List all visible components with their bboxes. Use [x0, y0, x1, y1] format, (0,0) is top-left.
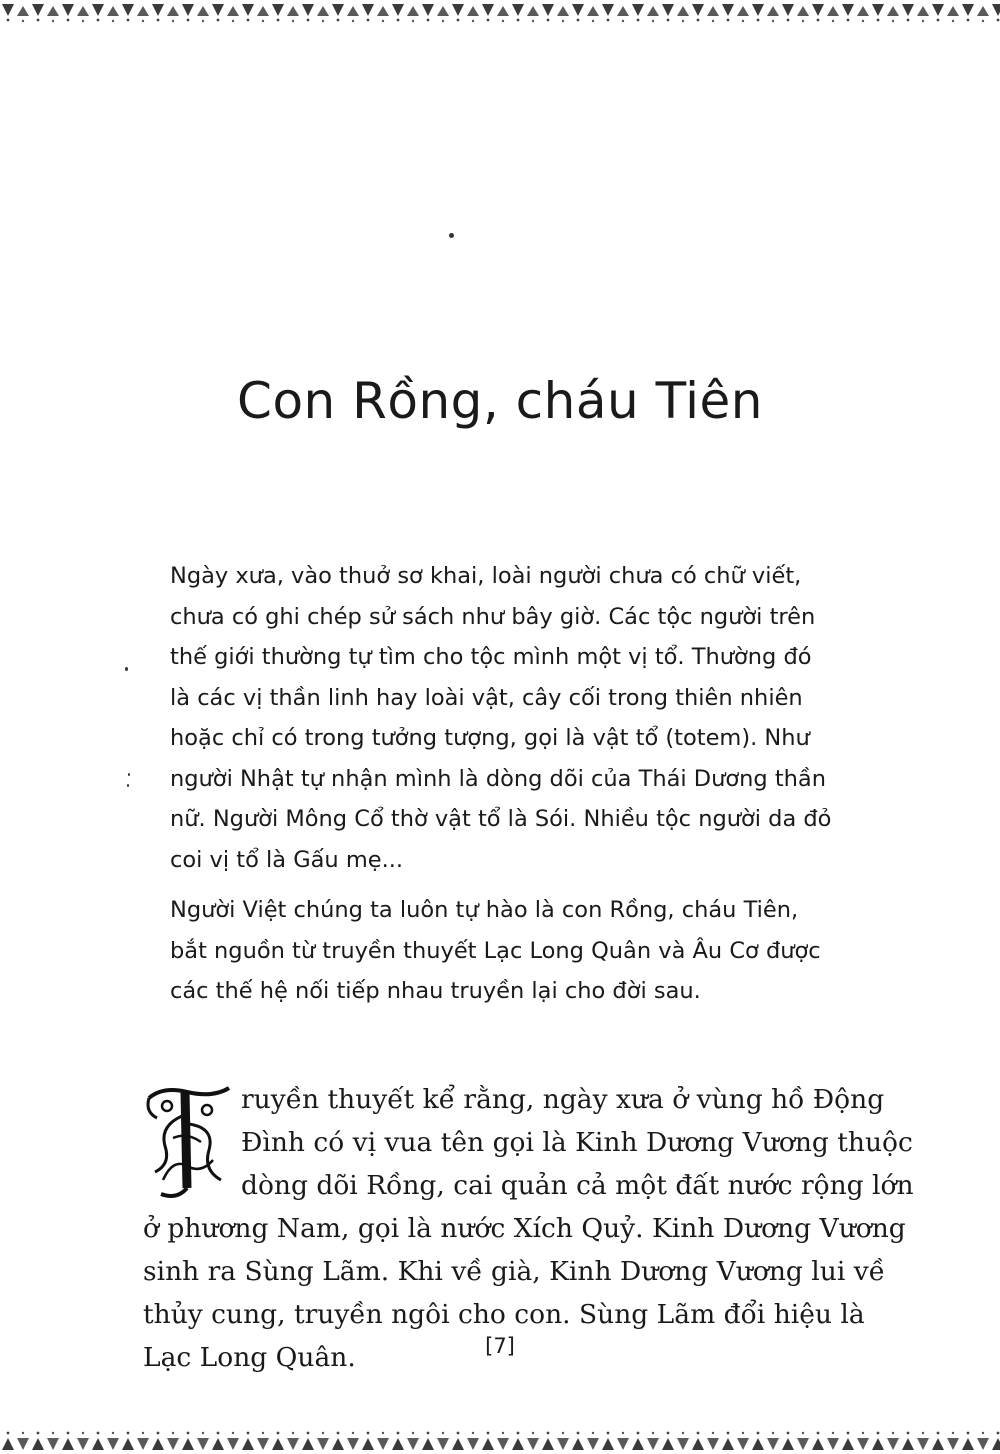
print-speck	[449, 233, 454, 238]
print-speck	[125, 667, 128, 671]
print-speck	[128, 773, 130, 776]
decorative-border-bottom	[0, 1428, 1000, 1454]
chapter-title: Con Rồng, cháu Tiên	[237, 372, 763, 430]
page-number: [7]	[485, 1334, 515, 1358]
decorative-border-top	[0, 0, 1000, 26]
print-speck	[127, 784, 129, 787]
story-text: ruyền thuyết kể rằng, ngày xưa ở vùng hồ Động Đình có vị vua tên gọi là Kinh Dương Vương thuộc dòng dõi Rồng, cai quản cả một đất nước rộng lớn ở phương Nam, gọi là nước Xích Quỷ. Kinh Dương Vương sinh ra Sùng Lãm. Khi về già, Kinh Dương Vương lui về thủy cung, truyền ngôi cho con. Sùng Lãm đổi hiệu là Lạc Long Quân.	[143, 1084, 914, 1373]
intro-paragraph: Người Việt chúng ta luôn tự hào là con Rồng, cháu Tiên, bắt nguồn từ truyền thuyết Lạc Long Quân và Âu Cơ được các thế hệ nối tiếp nhau truyền lại cho đời sau.	[170, 897, 821, 1004]
dropcap-ornament	[143, 1084, 233, 1202]
intro-paragraph: Ngày xưa, vào thuở sơ khai, loài người chưa có chữ viết, chưa có ghi chép sử sách như bây giờ. Các tộc người trên thế giới thường tự tìm cho tộc mình một vị tổ. Thường đó là các vị thần linh hay loài vật, cây cối trong thiên nhiên hoặc chỉ có trong tưởng tượng, gọi là vật tổ (totem). Như người Nhật tự nhận mình là dòng dõi của Thái Dương thần nữ. Người Mông Cổ thờ vật tổ là Sói. Nhiều tộc người da đỏ coi vị tổ là Gấu mẹ...	[170, 563, 832, 873]
intro-section	[170, 556, 834, 1022]
